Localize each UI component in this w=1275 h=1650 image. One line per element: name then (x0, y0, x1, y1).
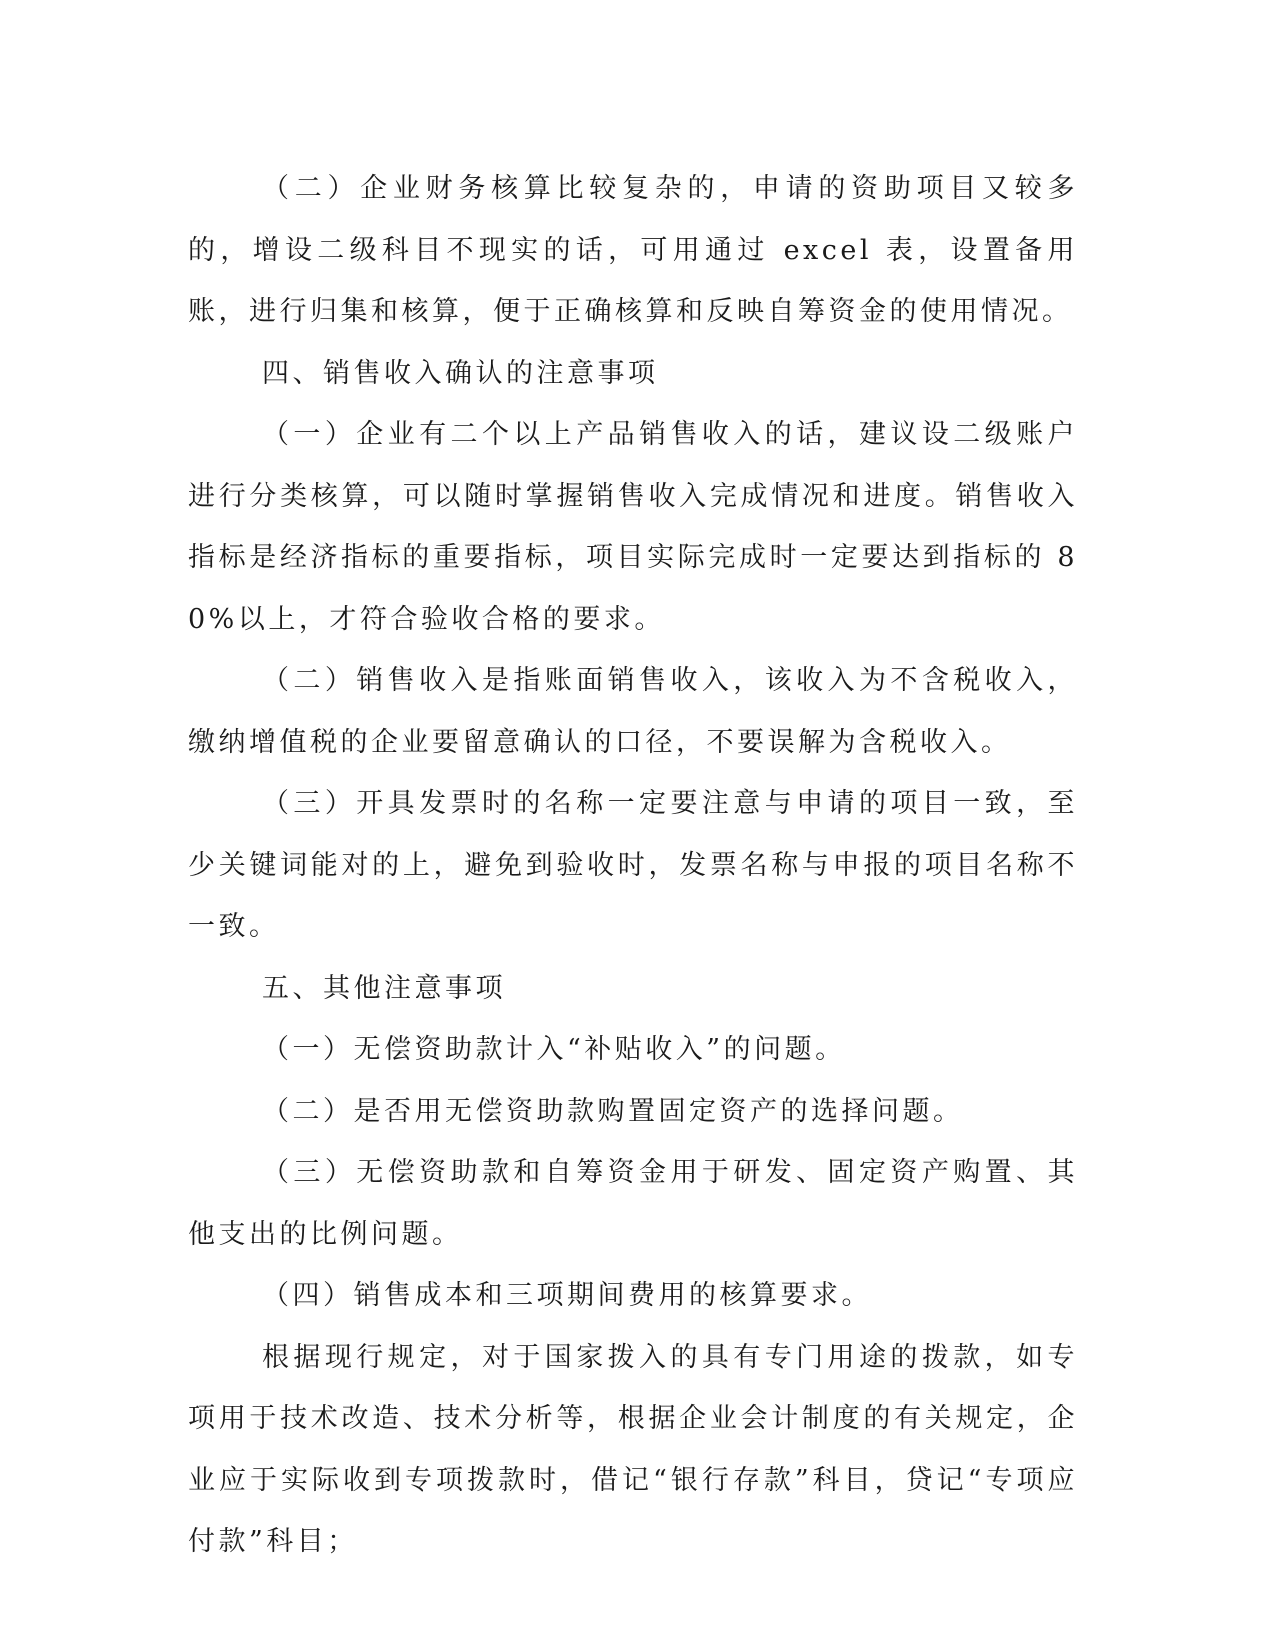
section-heading-sales-revenue: 四、销售收入确认的注意事项 (262, 357, 659, 389)
list-item-subsidy-income: （一）无偿资助款计入“补贴收入”的问题。 (262, 1034, 846, 1065)
list-item-cost-accounting: （四）销售成本和三项期间费用的核算要求。 (262, 1280, 872, 1311)
paragraph-financial-accounting-complex: （二）企业财务核算比较复杂的，申请的资助项目又较多的，增设二级科目不现实的话，可用通过 excel 表，设置备用账，进行归集和核算，便于正确核算和反映自筹资金的使用情况。 (188, 173, 1078, 327)
document-body (188, 158, 1078, 1573)
list-item-expense-ratio: （三）无偿资助款和自筹资金用于研发、固定资产购置、其他支出的比例问题。 (188, 1157, 1078, 1250)
paragraph-multiple-products: （一）企业有二个以上产品销售收入的话，建议设二级账户进行分类核算，可以随时掌握销售收入完成情况和进度。销售收入指标是经济指标的重要指标，项目实际完成时一定要达到指标的 80%以上，才符合验收合格的要求。 (188, 419, 1078, 635)
paragraph-invoice-name: （三）开具发票时的名称一定要注意与申请的项目一致，至少关键词能对的上，避免到验收时，发票名称与申报的项目名称不一致。 (188, 788, 1078, 942)
section-heading-other-notes: 五、其他注意事项 (262, 972, 506, 1004)
paragraph-book-sales-revenue: （二）销售收入是指账面销售收入，该收入为不含税收入，缴纳增值税的企业要留意确认的口径，不要误解为含税收入。 (188, 665, 1078, 758)
paragraph-current-regulations: 根据现行规定，对于国家拨入的具有专门用途的拨款，如专项用于技术改造、技术分析等，根据企业会计制度的有关规定，企业应于实际收到专项拨款时，借记“银行存款”科目，贷记“专项应付款”科目； (188, 1341, 1078, 1557)
list-item-fixed-assets: （二）是否用无偿资助款购置固定资产的选择问题。 (262, 1095, 964, 1127)
